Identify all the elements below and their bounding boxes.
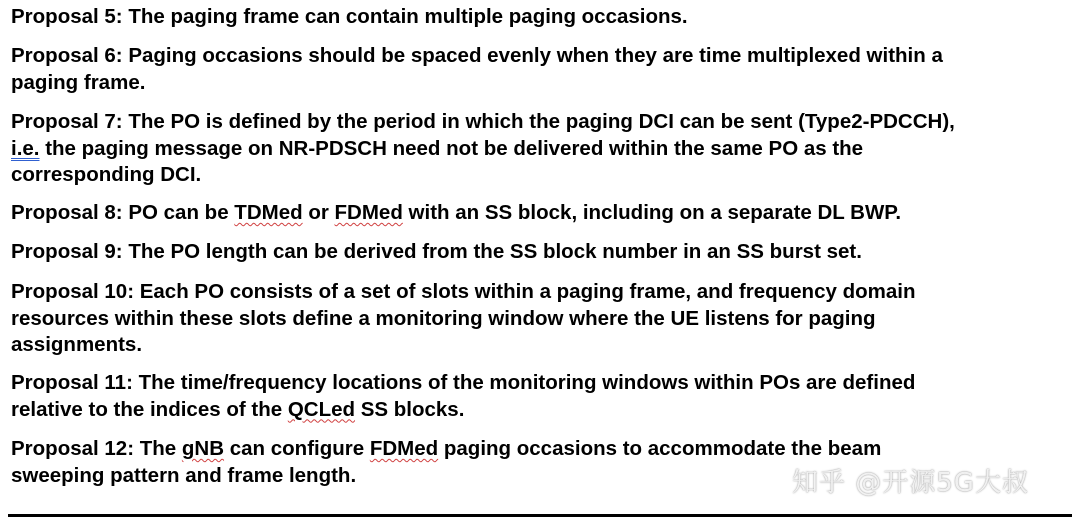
spellcheck-word: FDMed bbox=[369, 437, 439, 460]
text-run: relative to the indices of the bbox=[11, 397, 288, 421]
text-run: paging occasions to accommodate the beam bbox=[438, 437, 882, 460]
text-line bbox=[11, 436, 1071, 463]
text-run: Proposal 8: PO can be bbox=[11, 201, 235, 224]
proposal-9 bbox=[11, 239, 1071, 266]
text-run: with an SS block, including on a separate DL BWP. bbox=[402, 201, 902, 224]
text-run: corresponding DCI. bbox=[11, 163, 202, 186]
text-line bbox=[11, 279, 1071, 306]
text-run: Proposal 5: The paging frame can contain multiple paging occasions. bbox=[11, 5, 688, 28]
proposal-11 bbox=[11, 370, 1071, 423]
spellcheck-word: QCLed bbox=[287, 397, 356, 421]
text-run: or bbox=[302, 201, 335, 224]
bottom-rule bbox=[8, 514, 1072, 517]
text-line bbox=[11, 43, 1071, 70]
text-line bbox=[11, 397, 1071, 424]
proposal-10 bbox=[11, 279, 1071, 359]
text-run: the paging message on NR-PDSCH need not be delivered within the same PO as the bbox=[39, 136, 864, 160]
text-run: paging frame. bbox=[11, 70, 146, 94]
watermark: 知乎 @开源5G大叔 bbox=[792, 468, 1029, 498]
spellcheck-word: TDMed bbox=[234, 201, 303, 224]
text-line bbox=[11, 136, 1071, 163]
text-line bbox=[11, 332, 1071, 359]
text-line bbox=[11, 200, 1071, 227]
text-line bbox=[11, 70, 1071, 97]
text-line bbox=[11, 239, 1071, 266]
proposal-8 bbox=[11, 200, 1071, 227]
spellcheck-word: i.e. bbox=[11, 136, 40, 160]
text-run: Proposal 6: Paging occasions should be spaced evenly when they are time multiplexed within a bbox=[11, 44, 943, 67]
text-run: Proposal 11: The time/frequency locations of the monitoring windows within POs are defined bbox=[11, 371, 916, 394]
text-run: can configure bbox=[224, 437, 370, 460]
text-run: Proposal 12: The bbox=[11, 437, 182, 460]
proposal-6 bbox=[11, 43, 1071, 96]
text-line bbox=[11, 4, 1071, 31]
text-line bbox=[11, 162, 1071, 189]
text-run: Proposal 7: The PO is defined by the period in which the paging DCI can be sent (Type2-PDCCH), bbox=[11, 110, 955, 133]
text-line bbox=[11, 370, 1071, 397]
proposal-5 bbox=[11, 4, 1071, 31]
text-run: sweeping pattern and frame length. bbox=[11, 463, 357, 487]
text-line bbox=[11, 109, 1071, 136]
text-run: assignments. bbox=[11, 333, 143, 356]
spellcheck-word: FDMed bbox=[334, 201, 403, 224]
spellcheck-word: gNB bbox=[181, 437, 225, 460]
text-run: Proposal 9: The PO length can be derived from the SS block number in an SS burst set. bbox=[11, 240, 862, 263]
text-run: SS blocks. bbox=[355, 397, 465, 421]
proposal-7 bbox=[11, 109, 1071, 189]
text-run: resources within these slots define a monitoring window where the UE listens for paging bbox=[11, 306, 876, 330]
text-line bbox=[11, 306, 1071, 333]
text-run: Proposal 10: Each PO consists of a set of slots within a paging frame, and frequency domain bbox=[11, 280, 916, 303]
